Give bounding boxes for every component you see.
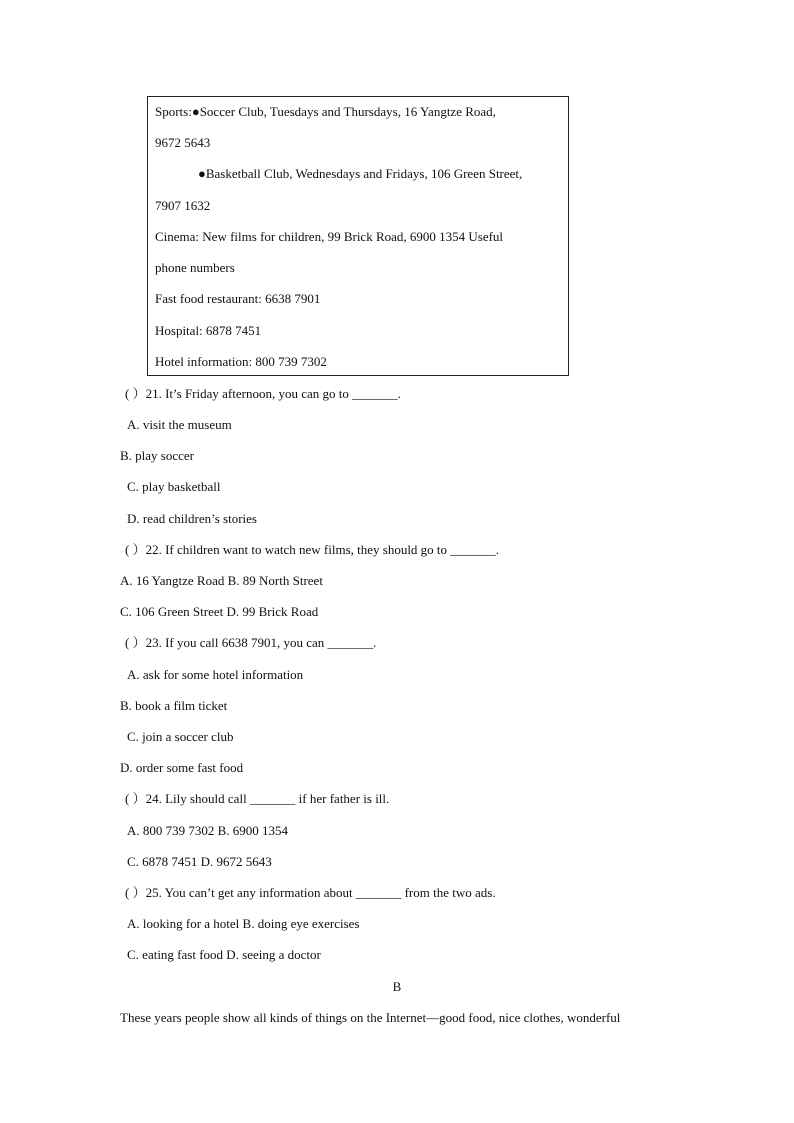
section-b-heading: B: [392, 979, 402, 994]
q21-option-d: D. read children’s stories: [127, 511, 257, 526]
q23-option-c: C. join a soccer club: [127, 729, 234, 744]
question-25: ( ）25. You can’t get any information about _______ from the two ads.: [125, 885, 496, 900]
ad-line-soccer-phone: 9672 5643: [155, 135, 211, 150]
question-22: ( ）22. If children want to watch new films, they should go to _______.: [125, 542, 500, 557]
question-23: ( ）23. If you call 6638 7901, you can _______.: [125, 635, 377, 650]
ad-line-basketball-phone: 7907 1632: [155, 198, 211, 213]
q22-options-ab: A. 16 Yangtze Road B. 89 North Street: [120, 573, 323, 588]
q23-option-d: D. order some fast food: [120, 760, 244, 775]
q25-options-cd: C. eating fast food D. seeing a doctor: [127, 947, 321, 962]
question-24: ( ）24. Lily should call _______ if her father is ill.: [125, 791, 390, 806]
q23-option-b: B. book a film ticket: [120, 698, 228, 713]
ad-line-hospital: Hospital: 6878 7451: [155, 323, 262, 338]
q21-option-c: C. play basketball: [127, 479, 221, 494]
ad-line-hotel: Hotel information: 800 739 7302: [155, 354, 327, 369]
ad-line-sports-soccer: Sports:●Soccer Club, Tuesdays and Thursdays, 16 Yangtze Road,: [155, 104, 496, 119]
ad-line-cinema: Cinema: New films for children, 99 Brick Road, 6900 1354 Useful: [155, 229, 504, 244]
q22-options-cd: C. 106 Green Street D. 99 Brick Road: [120, 604, 319, 619]
q25-options-ab: A. looking for a hotel B. doing eye exercises: [127, 916, 360, 931]
q23-option-a: A. ask for some hotel information: [127, 667, 304, 682]
q24-options-cd: C. 6878 7451 D. 9672 5643: [127, 854, 272, 869]
q21-option-b: B. play soccer: [120, 448, 195, 463]
section-b-text: These years people show all kinds of things on the Internet—good food, nice clothes, wonderful: [120, 1010, 621, 1025]
ad-line-useful-numbers: phone numbers: [155, 260, 235, 275]
q21-option-a: A. visit the museum: [127, 417, 232, 432]
question-21: ( ）21. It’s Friday afternoon, you can go to _______.: [125, 386, 401, 401]
q24-options-ab: A. 800 739 7302 B. 6900 1354: [127, 823, 289, 838]
ad-line-basketball: ●Basketball Club, Wednesdays and Fridays, 106 Green Street,: [198, 166, 523, 181]
ad-line-fast-food: Fast food restaurant: 6638 7901: [155, 291, 321, 306]
